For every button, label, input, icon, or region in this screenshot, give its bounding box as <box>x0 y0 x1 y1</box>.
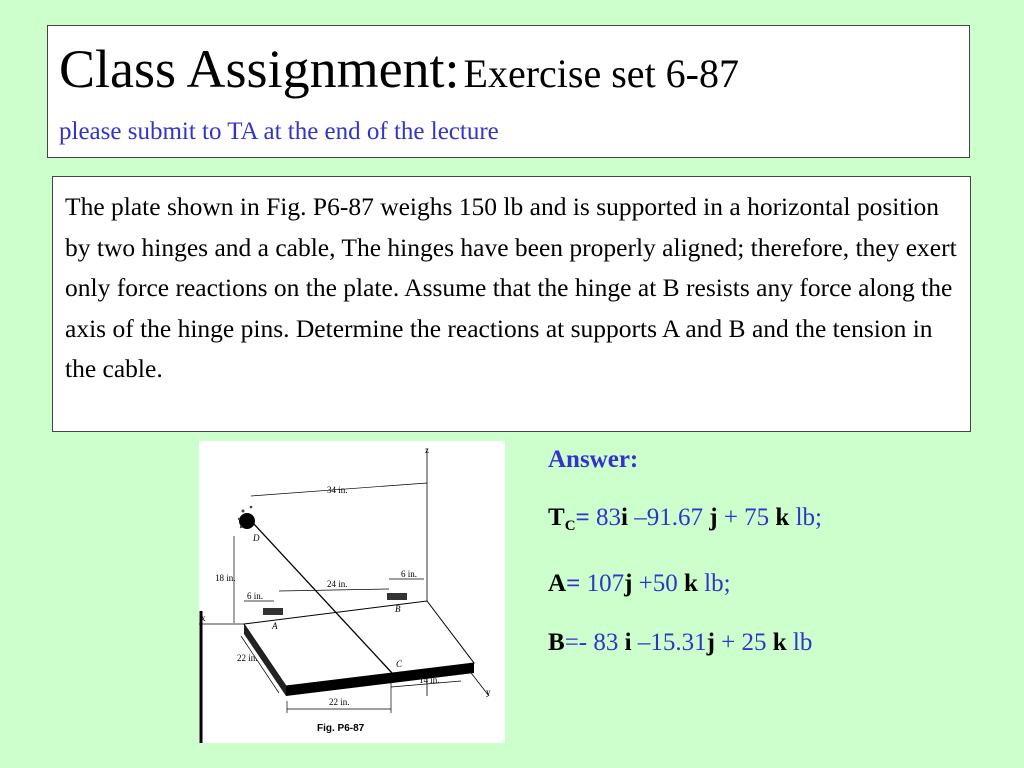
answer-a: A= 107j +50 k lb; <box>548 570 731 597</box>
problem-text: The plate shown in Fig. P6-87 weighs 150 lb and is supported in a horizontal position by two hinges and a cable, The hinges have been properly aligned; therefore, they exert only force reactions on the plate. Assume that the hinge at B resists any force along the axis of the hinge pins. Determine the reactions at supports A and B and the tension in the cable. <box>65 192 957 383</box>
title-box <box>47 25 970 158</box>
y-axis-label: y <box>486 687 491 697</box>
point-b-label: B <box>395 604 401 614</box>
figure-caption: Fig. P6-87 <box>317 723 365 734</box>
dim-6-a: 6 in. <box>247 591 264 601</box>
dim-14: 14 in. <box>419 675 440 685</box>
dim-34: 34 in. <box>327 485 348 495</box>
dim-22-v: 22 in. <box>237 653 258 663</box>
hinge-b <box>387 593 407 600</box>
dim-22-h: 22 in. <box>329 697 350 707</box>
title-main: Class Assignment: <box>59 39 460 99</box>
title-exercise: Exercise set 6-87 <box>463 51 739 96</box>
point-a-label: A <box>272 621 278 631</box>
dim-6-b: 6 in. <box>401 569 418 579</box>
x-axis-label: x <box>201 613 206 623</box>
hinge-a <box>263 608 283 615</box>
dim-18: 18 in. <box>215 573 236 583</box>
title-subtitle: please submit to TA at the end of the lecture <box>59 118 499 145</box>
answer-b: B=- 83 i –15.31j + 25 k lb <box>548 629 813 656</box>
problem-box <box>52 176 971 432</box>
point-c-label: C <box>396 659 403 669</box>
figure-drawing <box>199 441 505 743</box>
answer-label: Answer: <box>548 446 639 473</box>
dim-24: 24 in. <box>327 579 348 589</box>
figure-p6-87 <box>199 441 505 743</box>
page-title <box>59 38 739 100</box>
point-d-label: D <box>253 533 260 543</box>
z-axis-label: z <box>425 445 429 455</box>
answer-tc: $T_C= 83i$ –91.67 j + 75 k lb; <box>548 504 822 534</box>
